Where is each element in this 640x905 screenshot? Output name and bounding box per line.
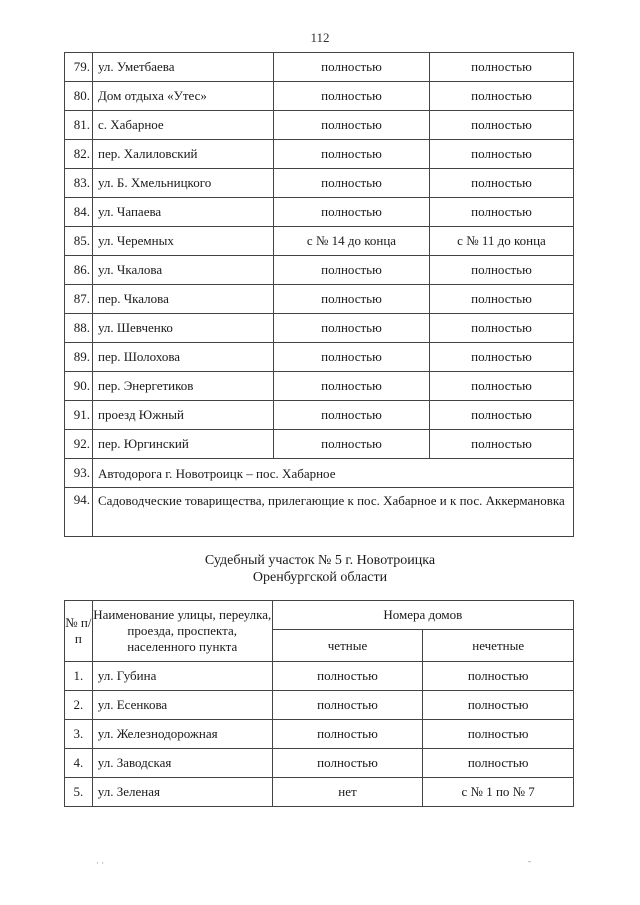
- street-name: пер. Юргинский: [93, 430, 274, 459]
- even-houses: полностью: [274, 169, 430, 198]
- odd-houses: полностью: [430, 169, 574, 198]
- odd-houses: полностью: [430, 53, 574, 82]
- table-row: [65, 488, 574, 537]
- row-number: 90.: [65, 372, 93, 401]
- row-number: 91.: [65, 401, 93, 430]
- table-row: [65, 749, 574, 778]
- even-houses: полностью: [274, 53, 430, 82]
- street-name: ул. Уметбаева: [93, 53, 274, 82]
- street-name: ул. Железнодорожная: [92, 720, 272, 749]
- table-row: [65, 343, 574, 372]
- even-houses: полностью: [274, 140, 430, 169]
- odd-houses: полностью: [430, 256, 574, 285]
- even-houses: полностью: [274, 372, 430, 401]
- street-name: проезд Южный: [93, 401, 274, 430]
- even-houses: полностью: [274, 314, 430, 343]
- row-number: 80.: [65, 82, 93, 111]
- odd-houses: полностью: [430, 343, 574, 372]
- odd-houses: полностью: [430, 314, 574, 343]
- streets-table-body: [65, 53, 574, 537]
- table-row: [65, 169, 574, 198]
- street-name: ул. Чапаева: [93, 198, 274, 227]
- odd-houses: полностью: [430, 82, 574, 111]
- street-name: ул. Есенкова: [92, 691, 272, 720]
- page-number: 112: [310, 30, 330, 45]
- even-houses: полностью: [274, 198, 430, 227]
- row-number: 2.: [65, 691, 93, 720]
- street-name: ул. Губина: [92, 662, 272, 691]
- even-houses: полностью: [274, 82, 430, 111]
- table-row: [65, 314, 574, 343]
- row-number: 92.: [65, 430, 93, 459]
- odd-houses: полностью: [423, 691, 574, 720]
- header-row: [65, 601, 574, 630]
- odd-houses: полностью: [423, 749, 574, 778]
- road-name: Автодорога г. Новотроицк – пос. Хабарное: [93, 459, 574, 488]
- odd-houses: с № 11 до конца: [430, 227, 574, 256]
- street-name: ул. Заводская: [92, 749, 272, 778]
- district-5-table-body: [65, 662, 574, 807]
- row-number: 79.: [65, 53, 93, 82]
- row-number: 81.: [65, 111, 93, 140]
- table-row: [65, 401, 574, 430]
- street-name: ул. Шевченко: [93, 314, 274, 343]
- table-row: [65, 256, 574, 285]
- gardening-associations: Садоводческие товарищества, прилегающие к пос. Хабарное и к пос. Аккермановка: [93, 488, 574, 537]
- table-row: [65, 285, 574, 314]
- row-number: 83.: [65, 169, 93, 198]
- table-row: [65, 778, 574, 807]
- row-number: 3.: [65, 720, 93, 749]
- street-name: пер. Энергетиков: [93, 372, 274, 401]
- street-name: с. Хабарное: [93, 111, 274, 140]
- header-odd: нечетные: [423, 630, 574, 662]
- street-name: ул. Зеленая: [92, 778, 272, 807]
- table-row: [65, 227, 574, 256]
- section-title: [0, 552, 640, 586]
- even-houses: полностью: [272, 691, 423, 720]
- scan-artifact: -: [528, 856, 531, 866]
- table-row: [65, 53, 574, 82]
- row-number: 1.: [65, 662, 93, 691]
- section-title-line-2: Оренбургской области: [252, 570, 388, 585]
- street-name: Дом отдыха «Утес»: [93, 82, 274, 111]
- odd-houses: с № 1 по № 7: [423, 778, 574, 807]
- street-name: пер. Халиловский: [93, 140, 274, 169]
- row-number: 5.: [65, 778, 93, 807]
- street-name: пер. Чкалова: [93, 285, 274, 314]
- row-number: 4.: [65, 749, 93, 778]
- even-houses: полностью: [274, 343, 430, 372]
- even-houses: полностью: [274, 285, 430, 314]
- odd-houses: полностью: [430, 401, 574, 430]
- row-number: 84.: [65, 198, 93, 227]
- even-houses: полностью: [272, 749, 423, 778]
- section-title-line-1: Судебный участок № 5 г. Новотроицка: [204, 553, 436, 568]
- streets-table-district-5: [64, 600, 574, 807]
- table-row: [65, 662, 574, 691]
- even-houses: полностью: [274, 256, 430, 285]
- table-row: [65, 140, 574, 169]
- even-houses: полностью: [272, 720, 423, 749]
- row-number: 82.: [65, 140, 93, 169]
- scan-artifact: · ·: [96, 858, 105, 868]
- row-number: 93.: [65, 459, 93, 488]
- even-houses: полностью: [272, 662, 423, 691]
- row-number: 94.: [65, 488, 93, 537]
- header-street-name: Наименование улицы, переулка, проезда, проспекта, населенного пункта: [92, 601, 272, 662]
- header-even: четные: [272, 630, 423, 662]
- street-name: ул. Черемных: [93, 227, 274, 256]
- even-houses: нет: [272, 778, 423, 807]
- street-name: ул. Б. Хмельницкого: [93, 169, 274, 198]
- odd-houses: полностью: [430, 198, 574, 227]
- table-row: [65, 691, 574, 720]
- odd-houses: полностью: [430, 140, 574, 169]
- even-houses: с № 14 до конца: [274, 227, 430, 256]
- streets-table-continued: [64, 52, 574, 537]
- table-row: [65, 111, 574, 140]
- even-houses: полностью: [274, 430, 430, 459]
- street-name: пер. Шолохова: [93, 343, 274, 372]
- row-number: 85.: [65, 227, 93, 256]
- odd-houses: полностью: [430, 372, 574, 401]
- odd-houses: полностью: [423, 662, 574, 691]
- table-row: [65, 198, 574, 227]
- table-row: [65, 459, 574, 488]
- odd-houses: полностью: [430, 111, 574, 140]
- table-header: [65, 601, 574, 662]
- even-houses: полностью: [274, 401, 430, 430]
- row-number: 89.: [65, 343, 93, 372]
- street-name: ул. Чкалова: [93, 256, 274, 285]
- row-number: 87.: [65, 285, 93, 314]
- table-row: [65, 82, 574, 111]
- header-number: № п/п: [65, 601, 93, 662]
- row-number: 88.: [65, 314, 93, 343]
- odd-houses: полностью: [430, 285, 574, 314]
- table-row: [65, 720, 574, 749]
- table-row: [65, 372, 574, 401]
- table-row: [65, 430, 574, 459]
- header-house-numbers: Номера домов: [272, 601, 573, 630]
- odd-houses: полностью: [430, 430, 574, 459]
- even-houses: полностью: [274, 111, 430, 140]
- odd-houses: полностью: [423, 720, 574, 749]
- row-number: 86.: [65, 256, 93, 285]
